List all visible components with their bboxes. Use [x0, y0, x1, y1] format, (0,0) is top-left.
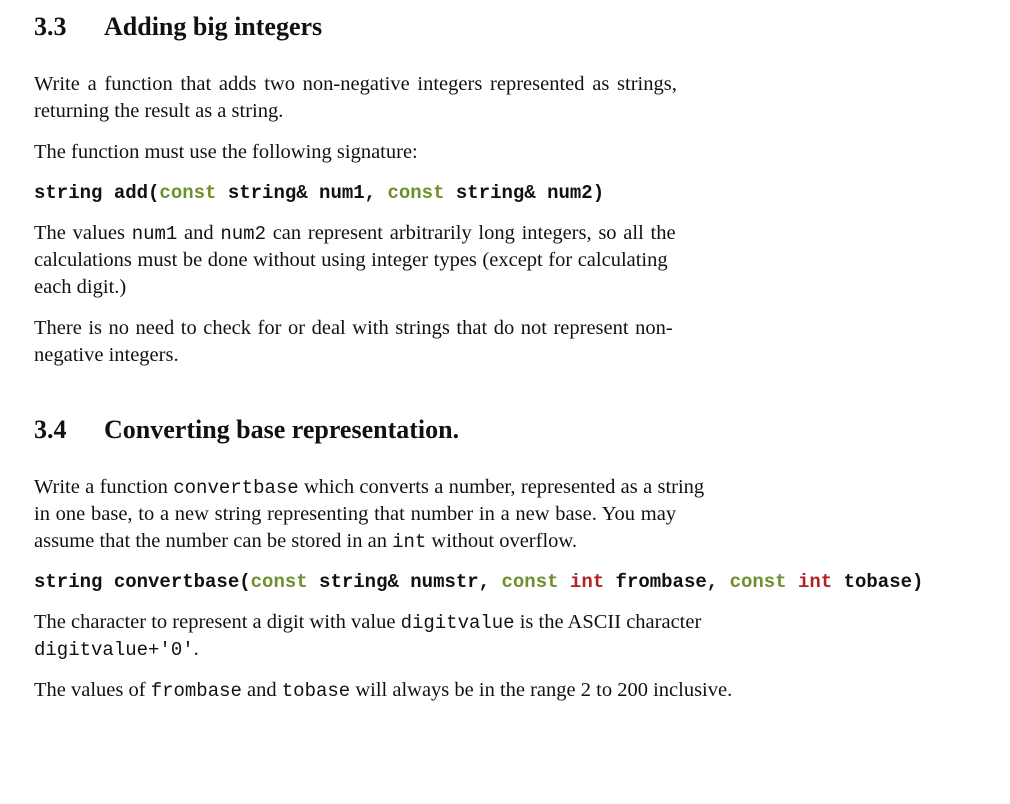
code-keyword: const: [387, 182, 445, 204]
section-title: Adding big integers: [104, 12, 323, 41]
paragraph-line: [34, 609, 814, 636]
code-type-keyword: int: [797, 571, 833, 593]
section-3-3-paragraph-3: [34, 220, 814, 301]
text: Write a function: [34, 476, 174, 498]
section-3-4-paragraph-2: [34, 609, 814, 663]
text: The values: [34, 222, 132, 244]
inline-code: num2: [220, 223, 266, 245]
section-3-4-paragraph-3: [34, 677, 732, 704]
code-keyword: const: [501, 571, 559, 593]
text: which converts a number, represented as a string: [298, 476, 705, 498]
text: will always be in the range 2 to 200 inclusive.: [350, 679, 733, 701]
inline-code: digitvalue+'0': [34, 639, 194, 661]
inline-code: convertbase: [173, 477, 299, 499]
code-text: [787, 571, 798, 593]
paragraph-line: [34, 220, 814, 247]
code-text: string add(: [34, 182, 160, 204]
convertbase-function-signature: [34, 569, 923, 596]
code-type-keyword: int: [569, 571, 605, 593]
code-text: string& num2): [444, 182, 605, 204]
section-3-3-heading: [34, 12, 322, 42]
inline-code: tobase: [281, 680, 351, 702]
code-text: string& num1,: [216, 182, 388, 204]
code-keyword: const: [729, 571, 787, 593]
paragraph-line: [34, 474, 814, 501]
code-text: frombase,: [604, 571, 730, 593]
text: without overflow.: [426, 530, 577, 552]
section-3-4-heading: [34, 415, 459, 445]
text: The character to represent a digit with value: [34, 611, 401, 633]
code-text: [559, 571, 570, 593]
section-3-3-paragraph-2: [34, 139, 418, 166]
paragraph-line: negative integers.: [34, 344, 179, 366]
paragraph-line: returning the result as a string.: [34, 100, 284, 122]
section-3-4-paragraph-1: [34, 474, 814, 555]
inline-code: num1: [131, 223, 178, 245]
text: .: [193, 638, 199, 660]
inline-code: digitvalue: [400, 612, 515, 634]
code-keyword: const: [250, 571, 308, 593]
text: is the ASCII character: [514, 611, 702, 633]
inline-code: frombase: [150, 680, 242, 702]
paragraph-line: [34, 677, 732, 704]
text: can represent arbitrarily long integers, so all the: [265, 222, 676, 244]
text: and: [177, 222, 221, 244]
text: assume that the number can be stored in an: [34, 530, 393, 552]
code-keyword: const: [159, 182, 217, 204]
section-3-3-paragraph-1: [34, 71, 814, 125]
paragraph-line: [34, 636, 814, 663]
paragraph-line: calculations must be done without using integer types (except for calculating: [34, 249, 668, 271]
paragraph-line: Write a function that adds two non-negative integers represented as strings,: [34, 73, 677, 95]
add-function-signature: [34, 180, 604, 207]
paragraph-line: in one base, to a new string representing that number in a new base. You may: [34, 503, 677, 525]
section-number: 3.3: [34, 12, 67, 41]
section-title: Converting base representation.: [104, 415, 460, 444]
code-text: tobase): [832, 571, 924, 593]
code-text: string convertbase(: [34, 571, 251, 593]
paragraph-line: The function must use the following signature:: [34, 141, 418, 163]
text: The values of: [34, 679, 151, 701]
code-text: string& numstr,: [307, 571, 502, 593]
text: and: [241, 679, 282, 701]
paragraph-line: There is no need to check for or deal with strings that do not represent non-: [34, 317, 673, 339]
section-3-3-paragraph-4: [34, 315, 814, 369]
paragraph-line: each digit.): [34, 276, 127, 298]
section-number: 3.4: [34, 415, 67, 444]
paragraph-line: [34, 528, 814, 555]
inline-code: int: [392, 531, 427, 553]
